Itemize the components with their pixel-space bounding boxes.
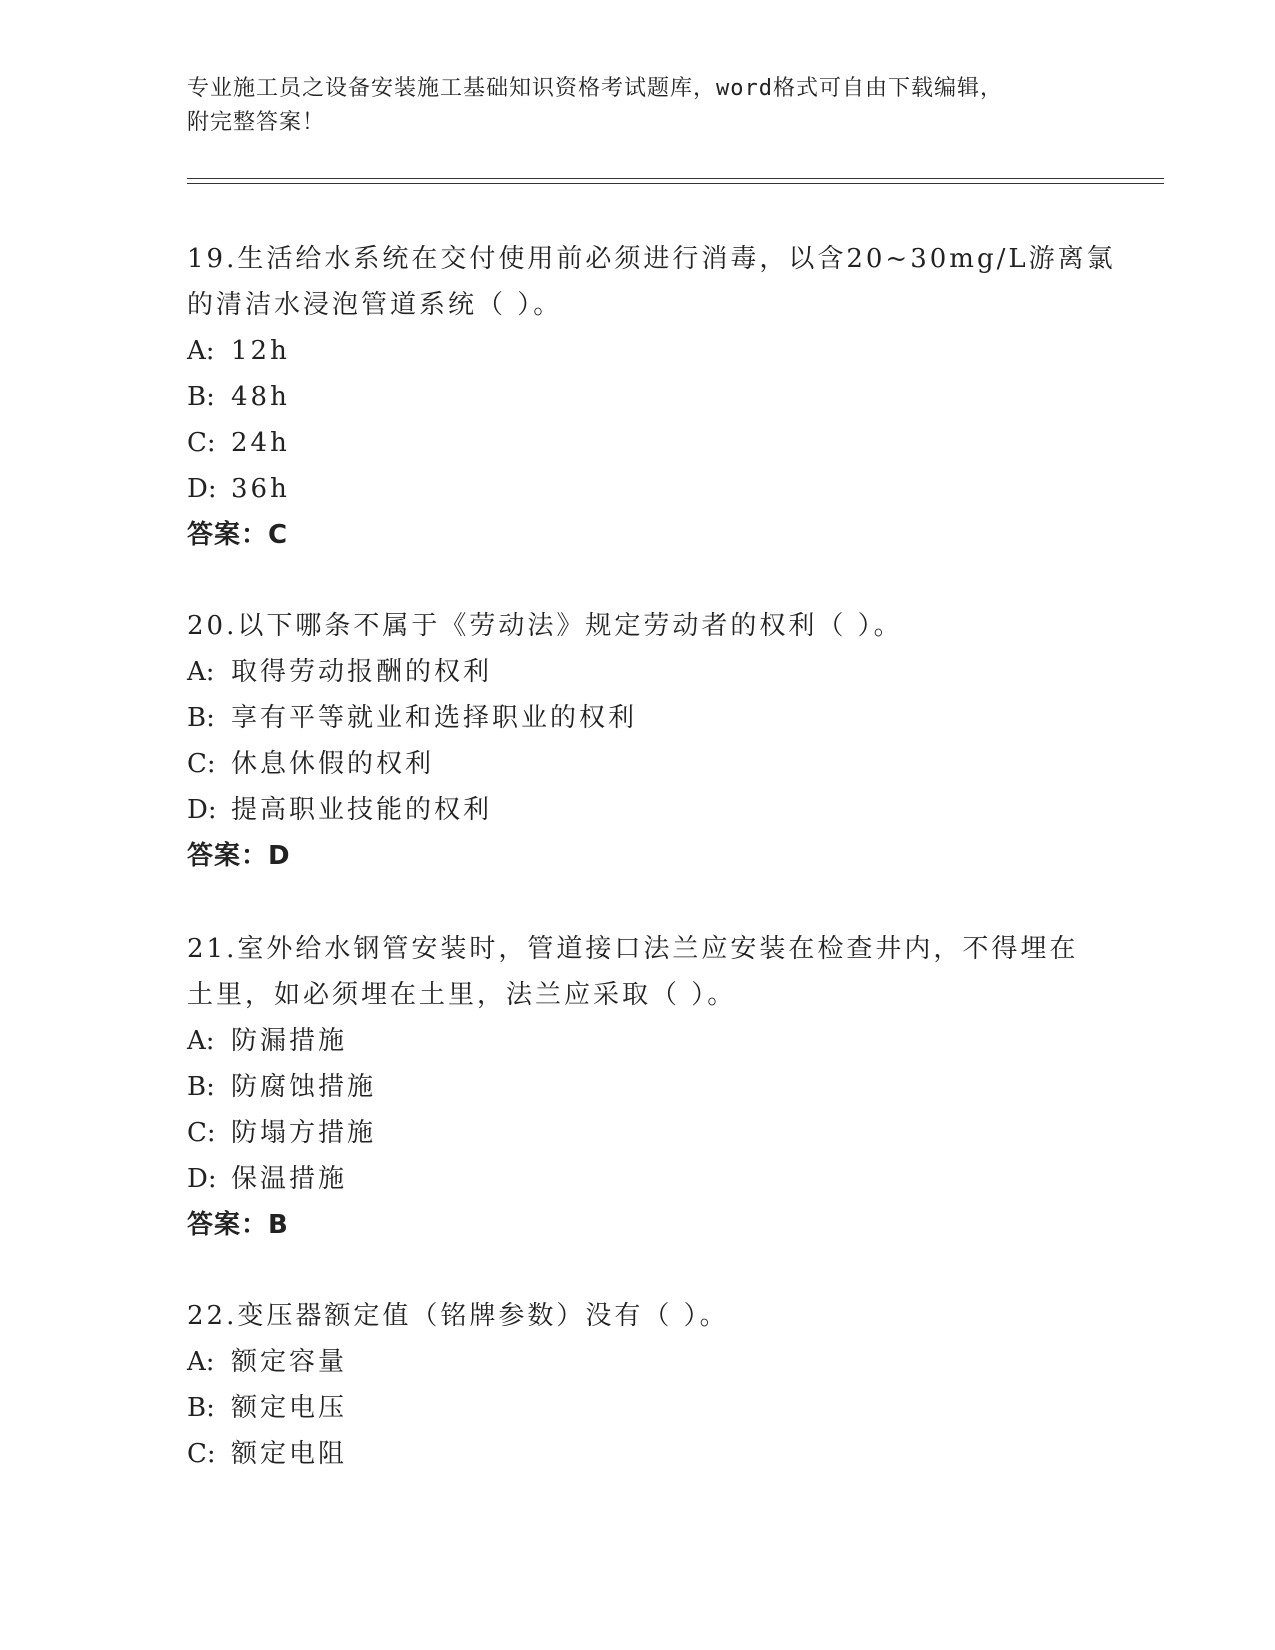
option-a [187, 1018, 1087, 1064]
option-d [187, 1156, 1087, 1202]
option-text: 提高职业技能的权利 [231, 795, 493, 825]
header-divider-top [187, 178, 1164, 179]
option-c [187, 741, 1087, 787]
question-stem-line: 土里，如必须埋在土里，法兰应采取（ ）。 [187, 980, 737, 1010]
option-a [187, 1339, 1087, 1385]
option-key: B: [187, 1393, 215, 1423]
option-key: D: [187, 474, 217, 504]
option-key: C: [187, 428, 216, 458]
header-divider-bottom [187, 183, 1164, 184]
question-stem-line: 21.室外给水钢管安装时，管道接口法兰应安装在检查井内，不得埋在 [187, 934, 1079, 964]
answer-line: 答案：B [187, 1210, 289, 1240]
question-21 [187, 926, 1087, 1248]
option-key: C: [187, 749, 216, 779]
option-text: 防漏措施 [231, 1026, 348, 1056]
option-key: D: [187, 795, 217, 825]
answer-line: 答案：C [187, 520, 289, 550]
option-b [187, 1385, 1087, 1431]
option-c [187, 1431, 1087, 1477]
option-b [187, 374, 1087, 420]
option-text: 24h [231, 428, 290, 458]
question-stem-line: 19.生活给水系统在交付使用前必须进行消毒，以含20~30mg/L游离氯 [187, 244, 1116, 274]
question-stem-line: 20.以下哪条不属于《劳动法》规定劳动者的权利（ ）。 [187, 611, 903, 641]
option-d [187, 466, 1087, 512]
question-stem-line: 22.变压器额定值（铭牌参数）没有（ ）。 [187, 1301, 729, 1331]
option-text: 享有平等就业和选择职业的权利 [231, 703, 638, 733]
option-key: C: [187, 1439, 216, 1469]
option-b [187, 695, 1087, 741]
question-20 [187, 603, 1087, 879]
option-a [187, 328, 1087, 374]
option-text: 48h [231, 382, 290, 412]
option-b [187, 1064, 1087, 1110]
question-22 [187, 1293, 1087, 1477]
question-19 [187, 236, 1116, 558]
option-text: 取得劳动报酬的权利 [231, 657, 493, 687]
option-key: A: [187, 1026, 215, 1056]
option-key: A: [187, 657, 215, 687]
option-text: 保温措施 [231, 1164, 348, 1194]
option-key: B: [187, 703, 215, 733]
option-text: 防塌方措施 [231, 1118, 377, 1148]
option-text: 12h [231, 336, 290, 366]
option-a [187, 649, 1087, 695]
option-key: B: [187, 382, 215, 412]
option-c [187, 1110, 1087, 1156]
option-key: A: [187, 336, 215, 366]
option-text: 额定容量 [231, 1347, 348, 1377]
option-key: A: [187, 1347, 215, 1377]
document-header [187, 72, 1087, 140]
header-title-line-1: 专业施工员之设备安装施工基础知识资格考试题库，word格式可自由下载编辑， [187, 76, 1003, 101]
header-title-line-2: 附完整答案！ [187, 110, 326, 135]
option-key: B: [187, 1072, 215, 1102]
option-text: 额定电压 [231, 1393, 348, 1423]
option-d [187, 787, 1087, 833]
option-text: 36h [231, 474, 290, 504]
option-text: 额定电阻 [231, 1439, 348, 1469]
option-c [187, 420, 1087, 466]
option-text: 休息休假的权利 [231, 749, 435, 779]
option-key: C: [187, 1118, 216, 1148]
option-key: D: [187, 1164, 217, 1194]
answer-line: 答案：D [187, 841, 291, 871]
question-stem-line: 的清洁水浸泡管道系统（ ）。 [187, 290, 563, 320]
option-text: 防腐蚀措施 [231, 1072, 377, 1102]
